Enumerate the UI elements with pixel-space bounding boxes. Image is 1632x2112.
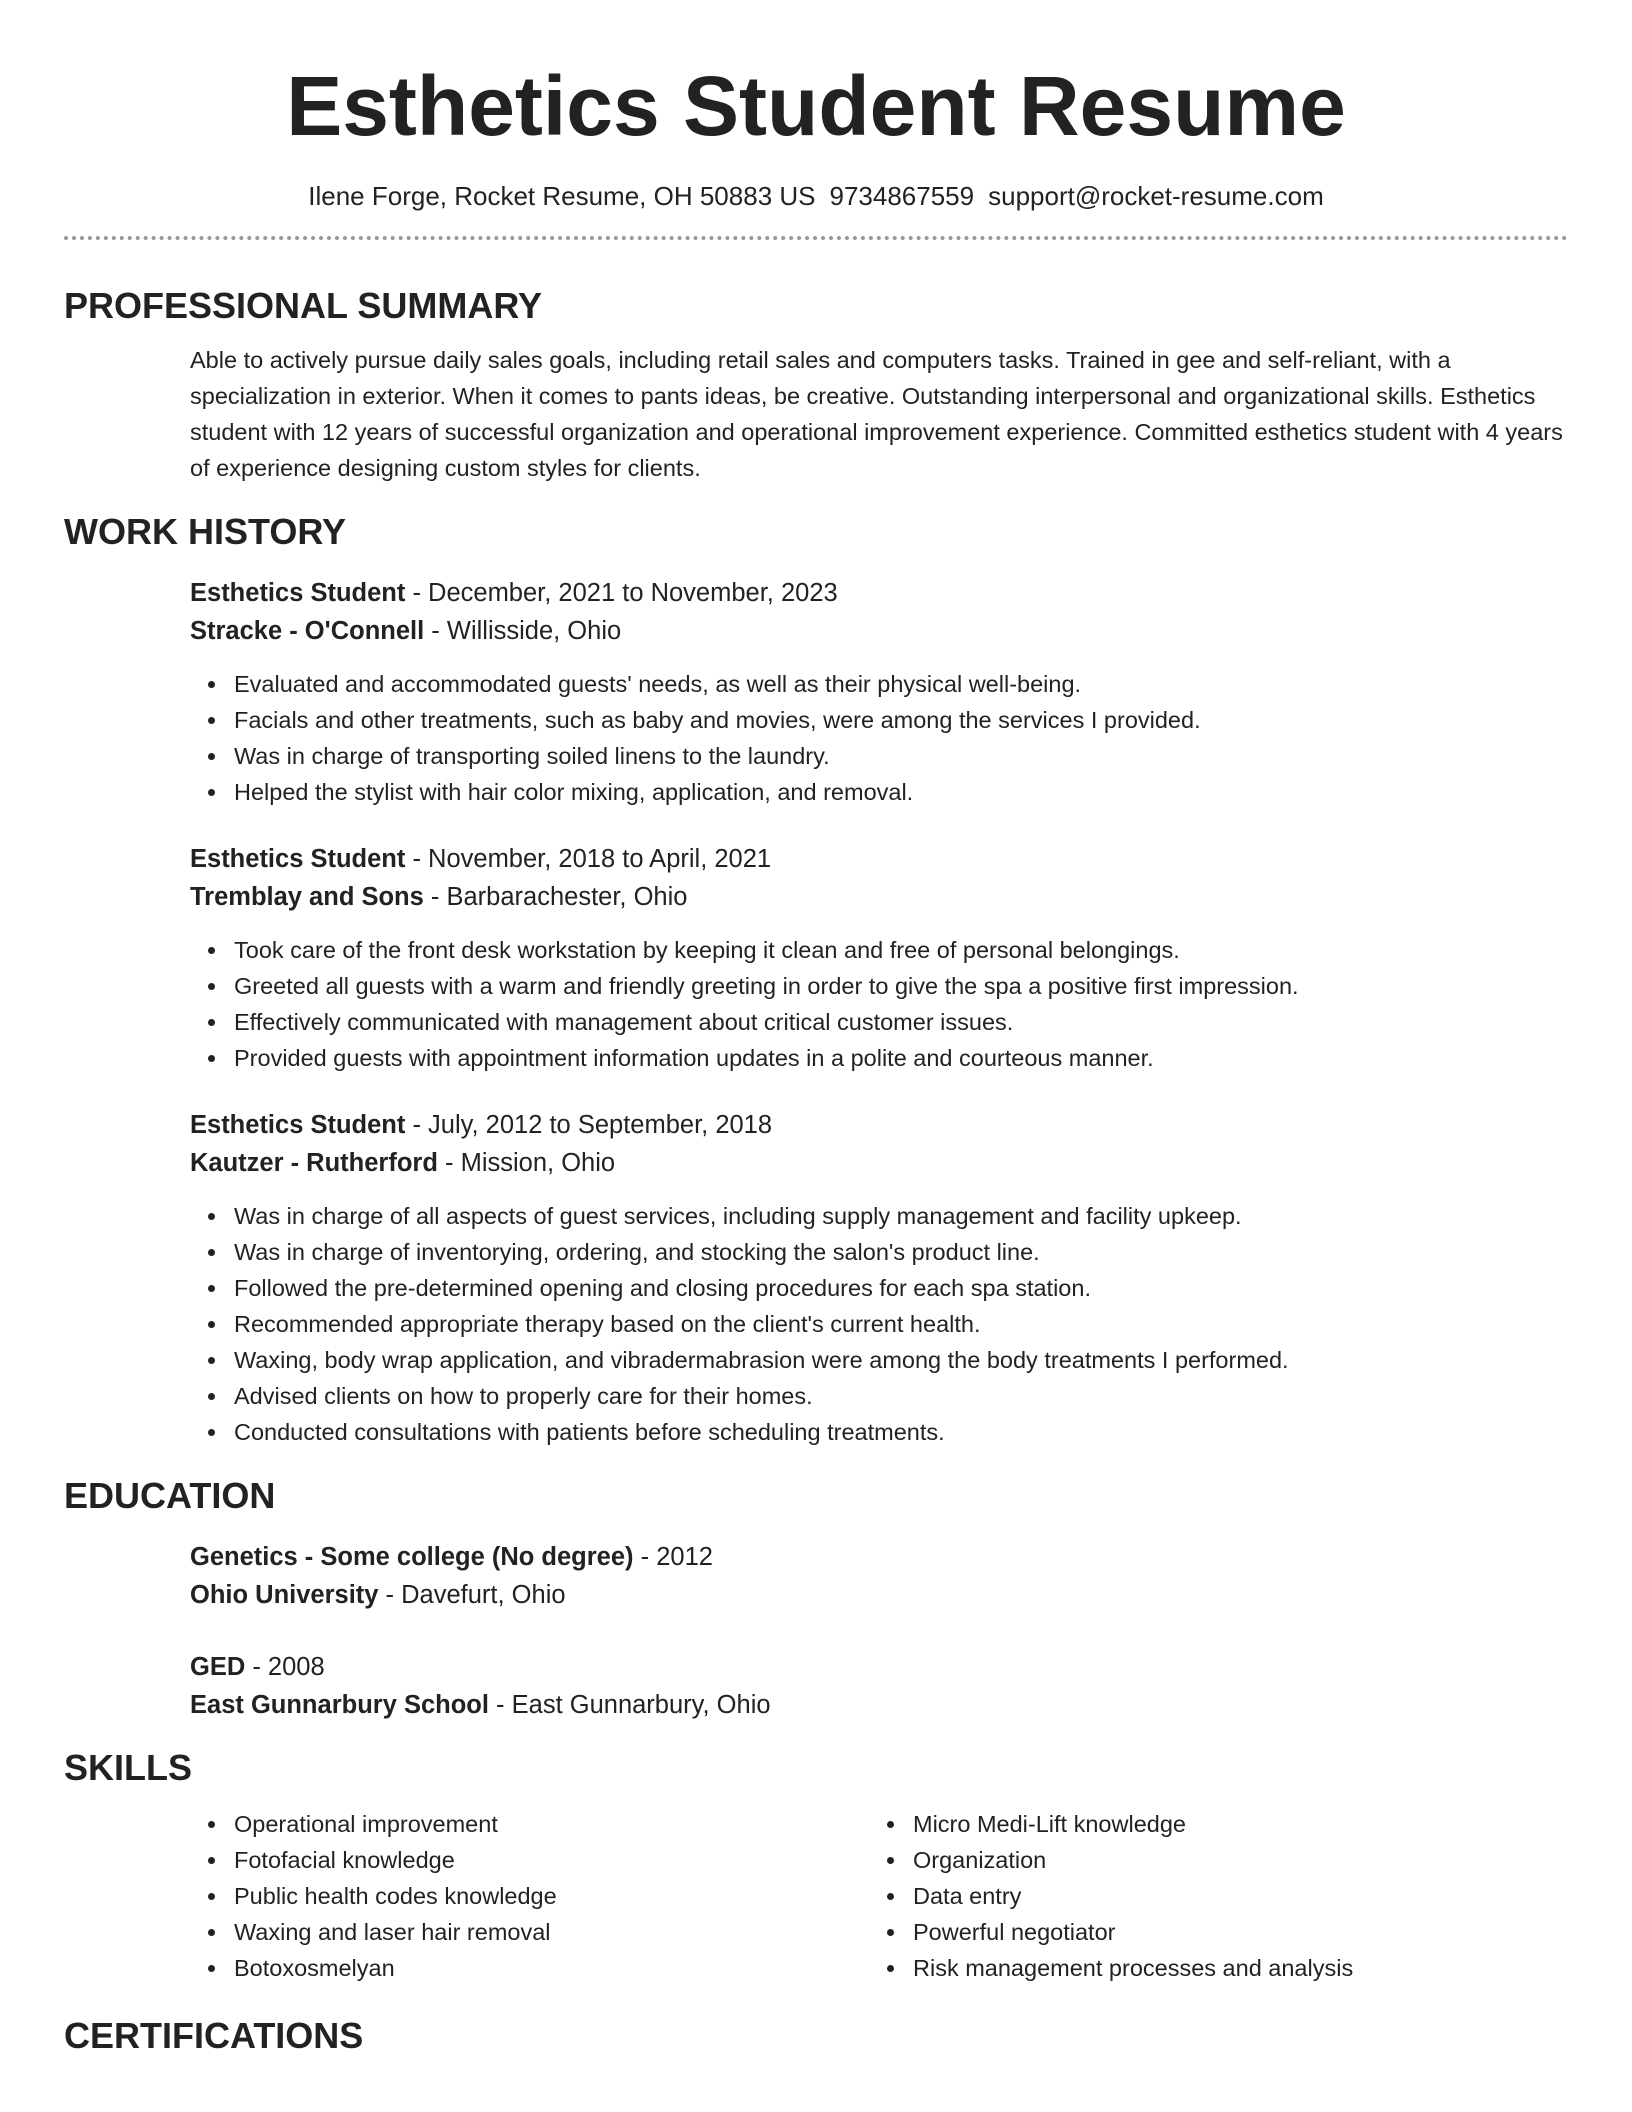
list-item: Provided guests with appointment information updates in a polite and courteous manner. [234, 1040, 1568, 1076]
list-item: Recommended appropriate therapy based on the client's current health. [234, 1306, 1568, 1342]
list-item: Facials and other treatments, such as baby and movies, were among the services I provided. [234, 702, 1568, 738]
education-heading: EDUCATION [64, 1475, 276, 1516]
job-2-title-line [190, 840, 1568, 878]
education-1-location: - Davefurt, Ohio [378, 1581, 566, 1609]
work-heading: WORK HISTORY [64, 511, 347, 552]
summary-block [64, 342, 1568, 486]
job-2-company-line [190, 878, 1568, 916]
job-2-bullets [190, 932, 1568, 1076]
job-1-title-line [190, 574, 1568, 612]
list-item: Was in charge of inventorying, ordering, and stocking the salon's product line. [234, 1234, 1568, 1270]
contact-email: support@rocket-resume.com [988, 181, 1324, 211]
list-item: Advised clients on how to properly care for their homes. [234, 1378, 1568, 1414]
list-item: Fotofacial knowledge [234, 1842, 869, 1878]
job-1-company-line [190, 612, 1568, 650]
list-item: Was in charge of all aspects of guest services, including supply management and facility upkeep. [234, 1198, 1568, 1234]
education-2-school: East Gunnarbury School [190, 1691, 489, 1719]
job-2-dates: - November, 2018 to April, 2021 [405, 845, 772, 873]
list-item: Powerful negotiator [913, 1914, 1548, 1950]
list-item: Greeted all guests with a warm and friendly greeting in order to give the spa a positive first impression. [234, 968, 1568, 1004]
list-item: Waxing and laser hair removal [234, 1914, 869, 1950]
education-2-degree: GED [190, 1653, 246, 1681]
job-2-location: - Barbarachester, Ohio [423, 883, 688, 911]
job-1 [64, 574, 1568, 810]
job-1-title: Esthetics Student [190, 579, 406, 607]
skills-right-list [869, 1806, 1548, 1986]
summary-text: Able to actively pursue daily sales goals, including retail sales and computers tasks. Trained in gee and self-reliant, with a specialization in exterior. When it comes to pants ideas, be creative. Outstanding interpersonal and organizational skills. Esthetics student with 12 years of successful organization and operational improvement experience. Committed esthetics student with 4 years of experience designing custom styles for clients. [190, 347, 1563, 481]
job-3-bullets [190, 1198, 1568, 1450]
skills-grid [64, 1806, 1568, 1986]
job-1-dates: - December, 2021 to November, 2023 [405, 579, 838, 607]
job-3-company-line [190, 1144, 1568, 1182]
contact-phone: 9734867559 [829, 181, 975, 211]
job-3-title-line [190, 1106, 1568, 1144]
job-3-company: Kautzer - Rutherford [190, 1149, 438, 1177]
list-item: Organization [913, 1842, 1548, 1878]
job-2-title: Esthetics Student [190, 845, 406, 873]
job-3-title: Esthetics Student [190, 1111, 406, 1139]
job-2 [64, 840, 1568, 1076]
education-1-school-line [190, 1576, 1568, 1614]
list-item: Waxing, body wrap application, and vibradermabrasion were among the body treatments I performed. [234, 1342, 1568, 1378]
education-1-degree-line [190, 1538, 1568, 1576]
list-item: Conducted consultations with patients before scheduling treatments. [234, 1414, 1568, 1450]
list-item: Public health codes knowledge [234, 1878, 869, 1914]
education-1-year: - 2012 [633, 1543, 713, 1571]
job-3 [64, 1106, 1568, 1450]
list-item: Effectively communicated with management about critical customer issues. [234, 1004, 1568, 1040]
education-1-school: Ohio University [190, 1581, 379, 1609]
list-item: Was in charge of transporting soiled linens to the laundry. [234, 738, 1568, 774]
list-item: Micro Medi-Lift knowledge [913, 1806, 1548, 1842]
skills-heading: SKILLS [64, 1747, 193, 1788]
list-item: Operational improvement [234, 1806, 869, 1842]
list-item: Botoxosmelyan [234, 1950, 869, 1986]
job-3-location: - Mission, Ohio [437, 1149, 616, 1177]
job-2-company: Tremblay and Sons [190, 883, 424, 911]
education-2-school-line [190, 1686, 1568, 1724]
list-item: Data entry [913, 1878, 1548, 1914]
resume-title: Esthetics Student Resume [286, 59, 1346, 153]
contact-address: Ilene Forge, Rocket Resume, OH 50883 US [308, 181, 816, 211]
education-2-location: - East Gunnarbury, Ohio [488, 1691, 771, 1719]
job-1-location: - Willisside, Ohio [424, 617, 622, 645]
certifications-heading: CERTIFICATIONS [64, 2015, 364, 2056]
list-item: Followed the pre-determined opening and closing procedures for each spa station. [234, 1270, 1568, 1306]
list-item: Took care of the front desk workstation by keeping it clean and free of personal belongings. [234, 932, 1568, 968]
summary-heading: PROFESSIONAL SUMMARY [64, 285, 543, 326]
education-2 [64, 1648, 1568, 1724]
skills-left-list [190, 1806, 869, 1986]
job-1-bullets [190, 666, 1568, 810]
job-3-dates: - July, 2012 to September, 2018 [405, 1111, 773, 1139]
header-divider [64, 236, 1568, 240]
education-2-year: - 2008 [245, 1653, 325, 1681]
education-1 [64, 1538, 1568, 1614]
education-2-degree-line [190, 1648, 1568, 1686]
job-1-company: Stracke - O'Connell [190, 617, 425, 645]
list-item: Risk management processes and analysis [913, 1950, 1548, 1986]
education-1-degree: Genetics - Some college (No degree) [190, 1543, 634, 1571]
list-item: Helped the stylist with hair color mixing, application, and removal. [234, 774, 1568, 810]
contact-line [64, 178, 1568, 214]
list-item: Evaluated and accommodated guests' needs, as well as their physical well-being. [234, 666, 1568, 702]
